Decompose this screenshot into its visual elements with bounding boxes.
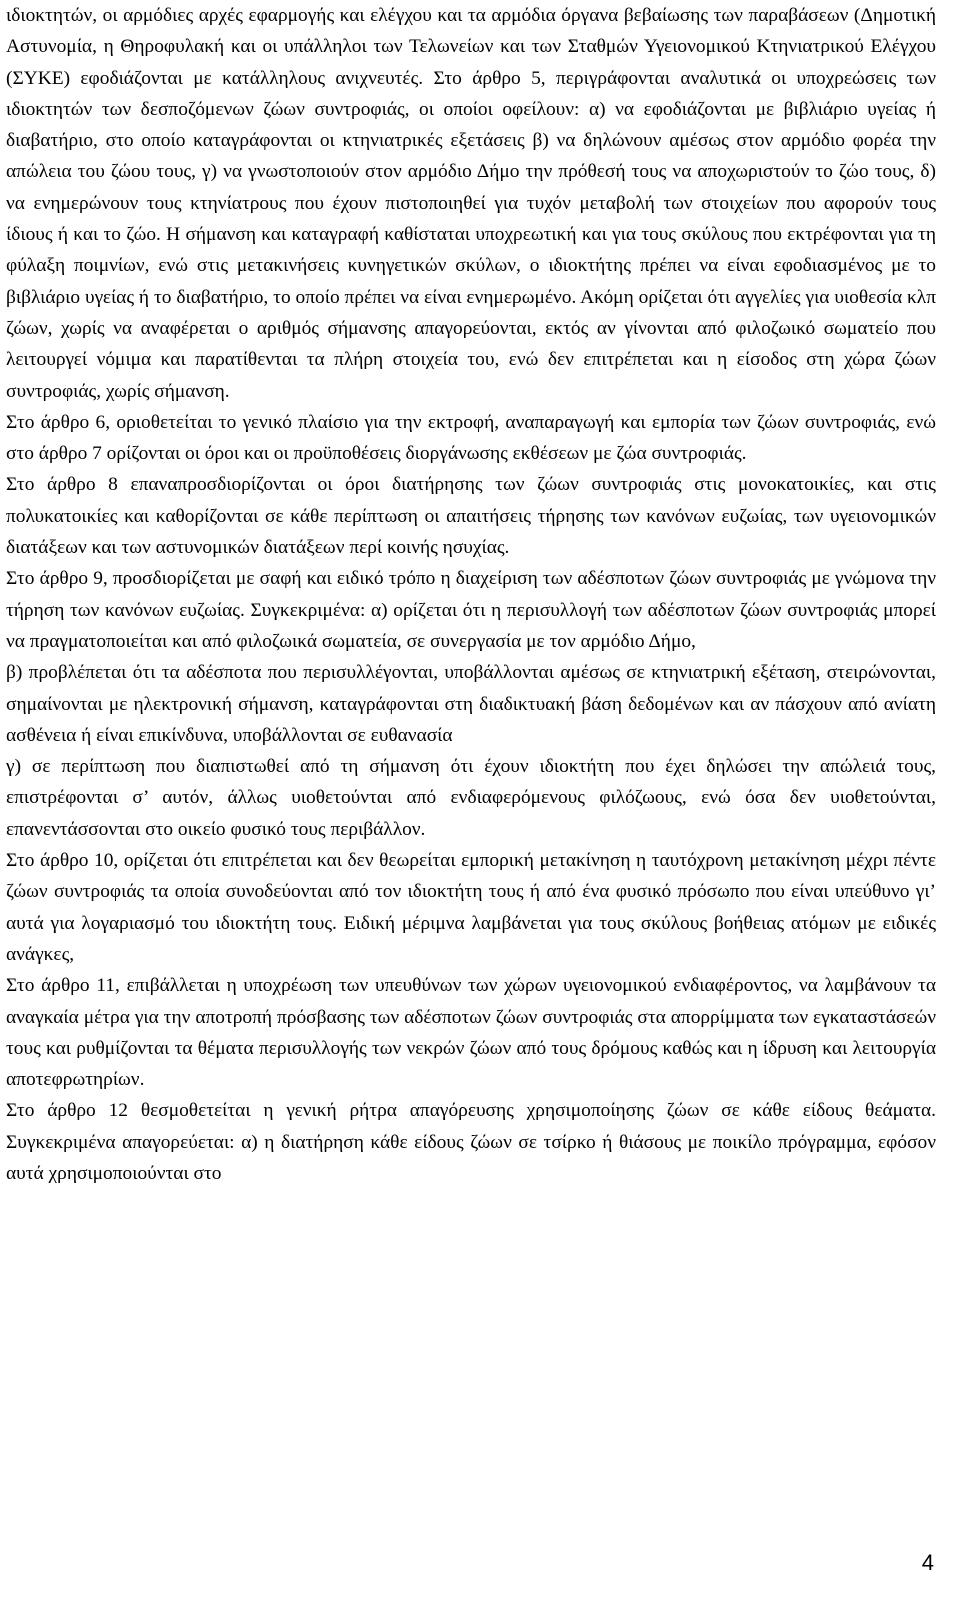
document-body (6, 0, 936, 1189)
page-number: 4 (921, 1550, 934, 1575)
paragraph-article-9: Στο άρθρο 9, προσδιορίζεται με σαφή και ειδικό τρόπο η διαχείριση των αδέσποτων ζώων συντροφιάς με γνώμονα την τήρηση των κανόνων ευζωίας. Συγκεκριμένα: α) ορίζεται ότι η περισυλλογή των αδέσποτων ζώων συντροφιάς μπορεί να πραγματοποιείται και από φιλοζωικά σωματεία, σε συνεργασία με τον αρμόδιο Δήμο, (6, 568, 936, 652)
paragraph-article-8: Στο άρθρο 8 επαναπροσδιορίζονται οι όροι διατήρησης των ζώων συντροφιάς στις μονοκατοικίες, και στις πολυκατοικίες και καθορίζονται σε κάθε περίπτωση οι απαιτήσεις τήρησης των κανόνων ευζωίας, των υγειονομικών διατάξεων και των αστυνομικών διατάξεων περί κοινής ησυχίας. (6, 474, 936, 559)
paragraph-article-5: ιδιοκτητών, οι αρμόδιες αρχές εφαρμογής και ελέγχου και τα αρμόδια όργανα βεβαίωσης των παραβάσεων (Δημοτική Αστυνομία, η Θηροφυλακή και οι υπάλληλοι των Τελωνείων και των Σταθμών Υγειονομικού Κτηνιατρικού Ελέγχου (ΣΥΚΕ) εφοδιάζονται με κατάλληλους ανιχνευτές. Στο άρθρο 5, περιγράφονται αναλυτικά οι υποχρεώσεις των ιδιοκτητών των δεσποζόμενων ζώων συντροφιάς, οι οποίοι οφείλουν: α) να εφοδιάζονται με βιβλιάριο υγείας ή διαβατήριο, στο οποίο καταγράφονται οι κτηνιατρικές εξετάσεις β) να δηλώνουν αμέσως στον αρμόδιο φορέα την απώλεια του ζώου τους, γ) να γνωστοποιούν στον αρμόδιο Δήμο την πρόθεσή τους να αποχωριστούν το ζώο τους, δ) να ενημερώνουν τους κτηνίατρους που έχουν πιστοποιηθεί για τυχόν μεταβολή των στοιχείων που αφορούν τους ίδιους ή και το ζώο. Η σήμανση και καταγραφή καθίσταται υποχρεωτική και για τους σκύλους που εκτρέφονται για τη φύλαξη ποιμνίων, ενώ στις μετακινήσεις κυνηγετικών σκύλων, ο ιδιοκτήτης πρέπει να είναι εφοδιασμένος με το βιβλιάριο υγείας ή το διαβατήριο, το οποίο πρέπει να είναι ενημερωμένο. Ακόμη ορίζεται ότι αγγελίες για υιοθεσία κλπ ζώων, χωρίς να αναφέρεται ο αριθμός σήμανσης απαγορεύονται, εκτός αν γίνονται από φιλοζωικό σωματείο που λειτουργεί νόμιμα και παρατίθενται τα πλήρη στοιχεία του, ενώ δεν επιτρέπεται και η είσοδος στη χώρα ζώων συντροφιάς, χωρίς σήμανση. (6, 5, 936, 402)
paragraph-article-11: Στο άρθρο 11, επιβάλλεται η υποχρέωση των υπευθύνων των χώρων υγειονομικού ενδιαφέροντος, να λαμβάνουν τα αναγκαία μέτρα για την αποτροπή πρόσβασης των αδέσποτων ζώων συντροφιάς στα απορρίμματα των εγκαταστάσεών τους και ρυθμίζονται τα θέματα περισυλλογής των νεκρών ζώων από τους δρόμους καθώς και η ίδρυση και λειτουργία αποτεφρωτηρίων. (6, 975, 936, 1091)
paragraph-article-9-b: β) προβλέπεται ότι τα αδέσποτα που περισυλλέγονται, υποβάλλονται αμέσως σε κτηνιατρική εξέταση, στειρώνονται, σημαίνονται με ηλεκτρονική σήμανση, καταγράφονται στη διαδικτυακή βάση δεδομένων και αν πάσχουν από ανίατη ασθένεια ή είναι επικίνδυνα, υποβάλλονται σε ευθανασία (6, 662, 936, 746)
paragraph-article-10: Στο άρθρο 10, ορίζεται ότι επιτρέπεται και δεν θεωρείται εμπορική μετακίνηση η ταυτόχρονη μετακίνηση μέχρι πέντε ζώων συντροφιάς τα οποία συνοδεύονται από τον ιδιοκτήτη τους ή από ένα φυσικό πρόσωπο που είναι υπεύθυνο γι’ αυτά για λογαριασμό του ιδιοκτήτη τους. Ειδική μέριμνα λαμβάνεται για τους σκύλους βοήθειας ατόμων με ειδικές ανάγκες, (6, 850, 936, 965)
paragraph-article-6-7: Στο άρθρο 6, οριοθετείται το γενικό πλαίσιο για την εκτροφή, αναπαραγωγή και εμπορία των ζώων συντροφιάς, ενώ στο άρθρο 7 ορίζονται οι όροι και οι προϋποθέσεις διοργάνωσης εκθέσεων με ζώα συντροφιάς. (6, 411, 936, 465)
paragraph-article-12: Στο άρθρο 12 θεσμοθετείται η γενική ρήτρα απαγόρευσης χρησιμοποίησης ζώων σε κάθε είδους θεάματα. Συγκεκριμένα απαγορεύεται: α) η διατήρηση κάθε είδους ζώων σε τσίρκο ή θιάσους με ποικίλο πρόγραμμα, εφόσον αυτά χρησιμοποιούνται στο (6, 1100, 936, 1184)
paragraph-article-9-c: γ) σε περίπτωση που διαπιστωθεί από τη σήμανση ότι έχουν ιδιοκτήτη που έχει δηλώσει την απώλειά τους, επιστρέφονται σ’ αυτόν, άλλως υιοθετούνται από ενδιαφερόμενους φιλόζωους, ενώ όσα δεν υιοθετούνται, επανεντάσσονται στο οικείο φυσικό τους περιβάλλον. (6, 756, 936, 840)
